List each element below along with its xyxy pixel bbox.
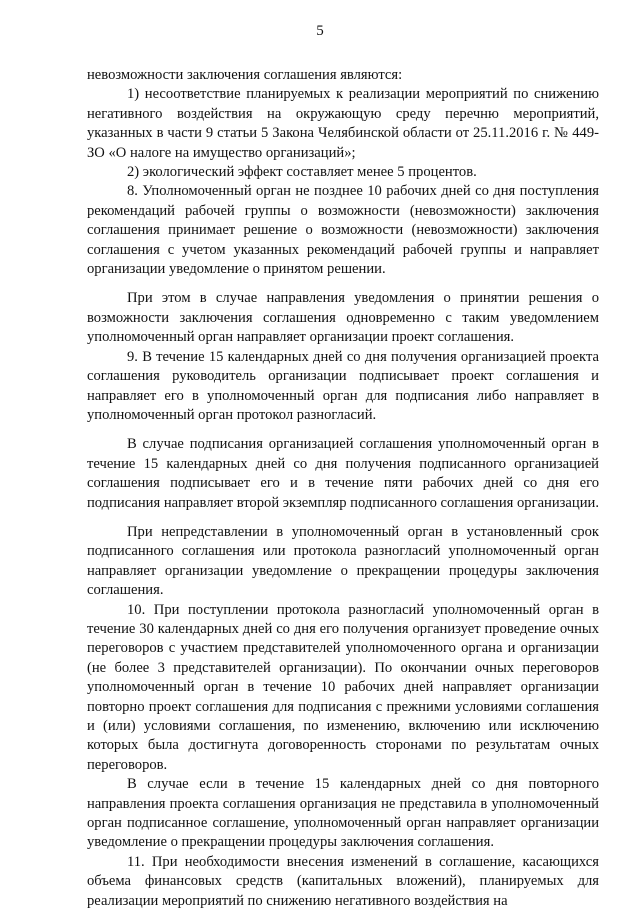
paragraph-item-2: 2) экологический эффект составляет менее 5 процентов.	[127, 164, 477, 181]
paragraph-item-1: 1) несоответствие планируемых к реализации мероприятий по снижению негативного воздействия на окружающую среду перечню мероприятий, указанных в части 9 статьи 5 Закона Челябинской области от 25.11.2016 г. № 449-ЗО «О налоге на имущество организаций»;	[87, 86, 599, 161]
paragraph-continuation: невозможности заключения соглашения являются:	[87, 67, 403, 83]
page-number: 5	[316, 23, 324, 39]
paragraph-clause-10: 10. При поступлении протокола разногласий уполномоченный орган в течение 30 календарных дней со дня его получения организует проведение очных переговоров с участием представителей уполномоченного органа и организации (не более 3 представителей организации). По окончании очных переговоров уполномоченный орган в течение 10 рабочих дней направляет организации повторно проект соглашения для подписания с прежними условиями соглашения и (или) условиями соглашения, по изменению, включению или исключению которых была достигнута договоренность сторонами по результатам очных переговоров.	[87, 601, 599, 773]
paragraph-clause-10-repeat: В случае если в течение 15 календарных дней со дня повторного направления проекта соглашения организация не представила в уполномоченный орган подписанное соглашение, уполномоченный орган направляет организации уведомление о прекращении процедуры заключения соглашения.	[87, 776, 599, 851]
paragraph-clause-9-nonsubmission: При непредставлении в уполномоченный орган в установленный срок подписанного соглашения или протокола разногласий уполномоченный орган направляет организации уведомление о прекращении процедуры заключения соглашения.	[87, 523, 599, 599]
document-body	[87, 66, 599, 911]
paragraph-clause-9-signing: В случае подписания организацией соглашения уполномоченный орган в течение 15 календарных дней со дня получения подписанного организацией соглашения подписывает его и в течение пяти рабочих дней со дня его подписания направляет второй экземпляр подписанного соглашения организации.	[87, 436, 599, 511]
paragraph-clause-11: 11. При необходимости внесения изменений в соглашение, касающихся объема финансовых средств (капитальных вложений), планируемых для реализации мероприятий по снижению негативного воздействия на	[87, 853, 599, 909]
paragraph-clause-9: 9. В течение 15 календарных дней со дня получения организацией проекта соглашения руководитель организации подписывает проект соглашения и направляет его в уполномоченный орган для подписания либо направляет в уполномоченный орган протокол разногласий.	[87, 348, 599, 423]
paragraph-clause-8: 8. Уполномоченный орган не позднее 10 рабочих дней со дня поступления рекомендаций рабочей группы о возможности (невозможности) заключения соглашения принимает решение о возможности (невозможности) заключения соглашения с учетом указанных рекомендаций рабочей группы и направляет организации уведомление о принятом решении.	[87, 183, 599, 278]
paragraph-clause-8-note: При этом в случае направления уведомления о принятии решения о возможности заключения соглашения одновременно с таким уведомлением уполномоченный орган направляет организации проект соглашения.	[87, 290, 599, 346]
